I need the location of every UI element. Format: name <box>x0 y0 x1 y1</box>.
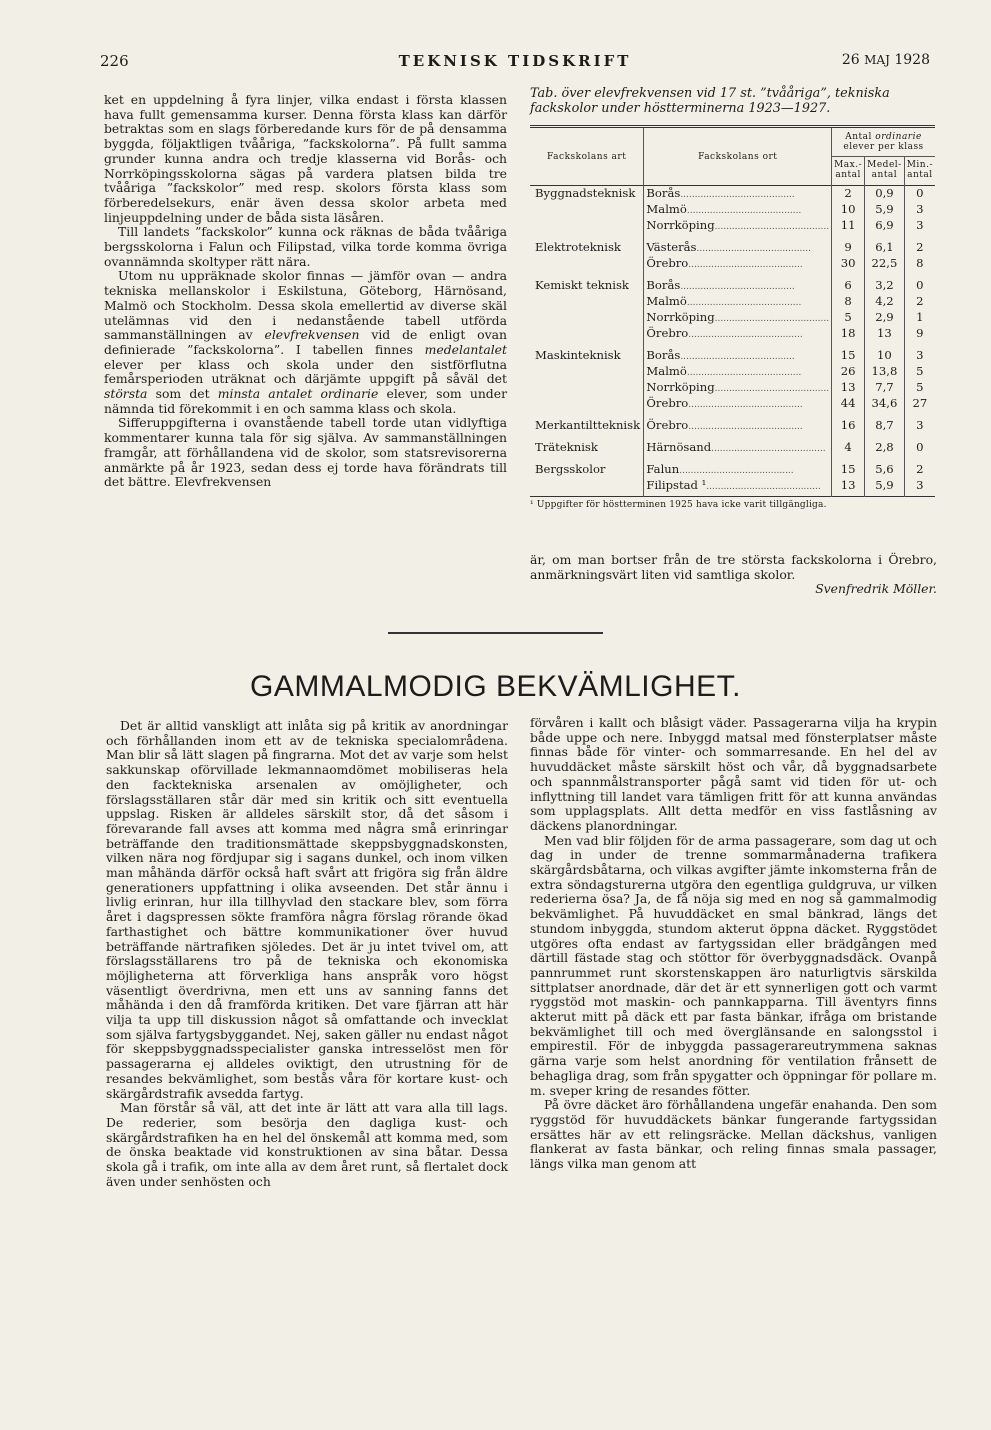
cell-max: 26 <box>832 364 865 380</box>
paragraph: Man förstår så väl, att det inte är lätt att vara alla till lags. De rederier, som besörja den dagliga kust- och skärgårdstrafiken ha en hel del önskemål att komma med, som de önska beaktade vid konstruktionen av sina båtar. Dessa skola gå i trafik, om inte alla av dem året runt, så flertalet dock även under senhösten och <box>106 1100 508 1189</box>
cell-min: 8 <box>904 256 935 272</box>
table-row <box>530 342 935 364</box>
cell-type: Maskinteknisk <box>535 348 621 362</box>
header-place: Fackskolans ort <box>644 127 832 186</box>
cell-mean: 5,6 <box>865 456 905 478</box>
cell-min: 3 <box>904 202 935 218</box>
cell-place: Malmö........................................ <box>644 294 832 310</box>
cell-mean: 6,9 <box>865 218 905 234</box>
top-left-column <box>104 93 507 490</box>
cell-mean: 5,9 <box>865 478 905 497</box>
cell-place: Västerås........................................ <box>644 234 832 256</box>
table-row <box>530 218 935 234</box>
cell-mean: 10 <box>865 342 905 364</box>
table-row <box>530 234 935 256</box>
cell-type: Elektroteknisk <box>535 240 621 254</box>
cell-mean: 4,2 <box>865 294 905 310</box>
cell-place: Borås........................................ <box>644 342 832 364</box>
cell-max: 44 <box>832 396 865 412</box>
header-type: Fackskolans art <box>547 151 627 162</box>
top-right-column <box>530 553 937 597</box>
cell-max: 6 <box>832 272 865 294</box>
cell-mean: 34,6 <box>865 396 905 412</box>
cell-mean: 8,7 <box>865 412 905 434</box>
cell-type <box>530 256 644 272</box>
cell-min: 27 <box>904 396 935 412</box>
cell-min: 2 <box>904 294 935 310</box>
cell-max: 8 <box>832 294 865 310</box>
table-row <box>530 186 935 203</box>
enrollment-table <box>530 125 935 497</box>
cell-mean: 13 <box>865 326 905 342</box>
cell-place: Norrköping........................................ <box>644 380 832 396</box>
cell-type: Merkantiltteknisk <box>535 418 641 432</box>
cell-mean: 5,9 <box>865 202 905 218</box>
table-row <box>530 326 935 342</box>
cell-place: Borås........................................ <box>644 272 832 294</box>
cell-min: 1 <box>904 310 935 326</box>
cell-type <box>530 294 644 310</box>
cell-max: 10 <box>832 202 865 218</box>
cell-max: 9 <box>832 234 865 256</box>
table-row <box>530 202 935 218</box>
cell-max: 18 <box>832 326 865 342</box>
cell-min: 0 <box>904 186 935 203</box>
table-row <box>530 256 935 272</box>
cell-place: Örebro........................................ <box>644 326 832 342</box>
journal-title: TEKNISK TIDSKRIFT <box>398 52 632 70</box>
table-caption: Tab. över elevfrekvensen vid 17 st. ”tvååriga”, tekniska fackskolor under höstterminerna 1923—1927. <box>530 86 890 116</box>
cell-mean: 7,7 <box>865 380 905 396</box>
cell-mean: 13,8 <box>865 364 905 380</box>
header-mean: Medel-antal <box>865 157 905 186</box>
table-footnote: ¹ Uppgifter för höstterminen 1925 hava icke varit tillgängliga. <box>530 500 827 510</box>
cell-min: 0 <box>904 434 935 456</box>
table-row <box>530 364 935 380</box>
paragraph: ket en uppdelning å fyra linjer, vilka endast i första klassen hava fullt gemensamma kurser. Denna första klass kan därför betraktas som en slags förberedande kurs för de på densamma byggda, följaktligen tvååriga, ”fackskolorna”. På fullt samma grunder kunna andra och tredje klasserna vid Borås- och Norrköpingsskolorna sägas på vardera platsen bilda tre tvååriga ”fackskolor” med resp. skolors första klass som förberedelsekurs, enär även dessa skolor arbeta med linjeuppdelning under de båda sista läsåren. <box>104 92 507 225</box>
table-row <box>530 310 935 326</box>
cell-place: Härnösand........................................ <box>644 434 832 456</box>
paragraph: Till landets ”fackskolor” kunna ock räknas de båda tvååriga bergsskolorna i Falun och Filipstad, vilka torde komma övriga ovannämnda skoltyper rätt nära. <box>104 224 507 269</box>
header-max: Max.-antal <box>832 157 865 186</box>
cell-min: 3 <box>904 412 935 434</box>
author-signature: Svenfredrik Möller. <box>815 581 937 597</box>
cell-type <box>530 218 644 234</box>
cell-max: 4 <box>832 434 865 456</box>
cell-type <box>530 364 644 380</box>
cell-type <box>530 310 644 326</box>
cell-mean: 0,9 <box>865 186 905 203</box>
cell-mean: 3,2 <box>865 272 905 294</box>
cell-place: Falun........................................ <box>644 456 832 478</box>
cell-max: 5 <box>832 310 865 326</box>
issue-month: MAJ <box>864 53 890 67</box>
article-title: GAMMALMODIG BEKVÄMLIGHET. <box>250 670 741 703</box>
page-number: 226 <box>100 52 129 70</box>
paragraph: Men vad blir följden för de arma passagerare, som dag ut och dag in under de trenne sommarmånaderna trafikera skärgårdsbåtarna, och vilkas avgifter jämte inkomsterna från de extra söndagsturerna utgöra den egentliga guldgruva, ur vilken rederierna ösa? Ja, de få nöja sig med en nog så gammalmodig bekvämlighet. På huvuddäcket en smal bänkrad, längs det stundom inbyggda, stundom akterut öppna däcket. Ryggstödet utgöres ofta endast av fartygssidan eller brädgången med därtill fästade stag och stöttor för överbyggnadsdäck. Ovanpå pannrummet runt skorstenskappen äro naturligtvis särskilda sittplatser anordnade, där det är ett synnerligen gott och varmt ryggstöd mot maskin- och pannkapparna. Till äventyrs finns akterut mitt på däck ett par fasta bänkar, ifråga om bristande bekvämlighet till och med överglänsande en salongsstol i empirestil. För de inbyggda passagerareutrymmena saknas gärna varje som helst anordning för ventilation frånsett de behagliga drag, som från spygatter och öppningar för pollare m. m. sveper kring de resandes fötter. <box>530 832 937 1098</box>
table-row <box>530 478 935 497</box>
paragraph: är, om man bortser från de tre största fackskolorna i Örebro, anmärkningsvärt liten vid samtliga skolor. <box>530 552 937 582</box>
table-section <box>530 86 935 510</box>
paragraph: Det är alltid vanskligt att inlåta sig på kritik av anordningar och förhållanden inom ett av de tekniska specialområdena. Man blir så lätt slagen på fingrarna. Mot det av varje som helst sakkunskap oförvillade lekmannaomdömet mobiliseras hela den facktekniska arsenalen av omöjligheter, och förslagsställaren står där med sin kritik och sitt eventuella uppslag. Risken är alldeles särskilt stor, då det såsom i förevarande fall avses att komma med några små erinringar beträffande den traditionsmättade skeppsbyggnadskonsten, vilken nära nog fördjupar sig i sagans dunkel, och inom vilken man måhända därför också haft svårt att frigöra sig från äldre generationers uppfattning i olika avseenden. Det står ännu i livlig erinran, hur illa tillhyvlad den stackare blev, som förra året i dagspressen sökte framföra några förslag rörande ökad farthastighet och bättre kommunikationer över huvud beträffande närtrafiken sjöledes. Det är ju intet tvivel om, att förslagsställarens tro på de tekniska och ekonomiska möjligheterna att förverkliga hans anspråk voro högst väsentligt överdrivna, men ett uns av sanning fanns det måhända i den då framförda kritiken. Det vare fjärran att här vilja ta upp till diskussion något så omfattande och invecklat som själva fartygsbyggandet. Nej, saken gäller nu endast något för skeppsbyggnadsspecialister ganska intresselöst men för passagerarna ej alldeles oviktigt, den utrustning för de resandes bekvämlighet, som bestås våra för kortare kust- och skärgårdstrafik avsedda fartyg. <box>106 718 508 1101</box>
cell-min: 0 <box>904 272 935 294</box>
issue-date <box>842 52 930 68</box>
paragraph: Sifferuppgifterna i ovanstående tabell torde utan vidlyftiga kommentarer kunna tala för sig själva. Av sammanställningen framgår, att förhållandena vid de skolor, som statsrevisorerna anmärkte på år 1923, sedan dess ej torde hava förändrats till det bättre. Elevfrekvensen <box>104 415 507 490</box>
table-row <box>530 380 935 396</box>
cell-type <box>530 326 644 342</box>
table-row <box>530 456 935 478</box>
cell-min: 5 <box>904 364 935 380</box>
article-right-column <box>530 716 937 1172</box>
cell-type: Bergsskolor <box>535 462 606 476</box>
cell-mean: 2,8 <box>865 434 905 456</box>
cell-min: 3 <box>904 218 935 234</box>
cell-type <box>530 202 644 218</box>
cell-max: 16 <box>832 412 865 434</box>
cell-type: Träteknisk <box>535 440 598 454</box>
cell-place: Norrköping........................................ <box>644 218 832 234</box>
cell-max: 13 <box>832 478 865 497</box>
cell-mean: 2,9 <box>865 310 905 326</box>
cell-max: 15 <box>832 456 865 478</box>
cell-max: 11 <box>832 218 865 234</box>
cell-min: 2 <box>904 456 935 478</box>
table-body <box>530 186 935 497</box>
cell-min: 9 <box>904 326 935 342</box>
cell-place: Malmö........................................ <box>644 364 832 380</box>
cell-place: Borås........................................ <box>644 186 832 203</box>
table-row <box>530 272 935 294</box>
cell-place: Örebro........................................ <box>644 256 832 272</box>
cell-type: Kemiskt teknisk <box>535 278 629 292</box>
cell-type <box>530 396 644 412</box>
table-row <box>530 294 935 310</box>
cell-mean: 22,5 <box>865 256 905 272</box>
issue-day: 26 <box>841 52 860 68</box>
cell-min: 3 <box>904 478 935 497</box>
table-row <box>530 396 935 412</box>
page-header <box>100 52 930 74</box>
cell-max: 30 <box>832 256 865 272</box>
cell-type <box>530 478 644 497</box>
issue-year: 1928 <box>894 52 930 68</box>
paragraph: På övre däcket äro förhållandena ungefär enahanda. Den som ryggstöd för huvuddäckets bänkar fungerande fartygssidan ersättes här av ett relingsräcke. Mellan däckshus, vanligen flankerat av fasta bänkar, och reling finnas smala passager, längs vilka man genom att <box>530 1097 937 1172</box>
cell-place: Norrköping........................................ <box>644 310 832 326</box>
cell-min: 2 <box>904 234 935 256</box>
table-row <box>530 434 935 456</box>
cell-max: 15 <box>832 342 865 364</box>
cell-max: 2 <box>832 186 865 203</box>
cell-min: 5 <box>904 380 935 396</box>
cell-max: 13 <box>832 380 865 396</box>
section-divider <box>388 632 603 634</box>
cell-type <box>530 380 644 396</box>
cell-mean: 6,1 <box>865 234 905 256</box>
cell-place: Malmö........................................ <box>644 202 832 218</box>
cell-place: Filipstad ¹........................................ <box>644 478 832 497</box>
paragraph: förvåren i kallt och blåsigt väder. Passagerarna vilja ha krypin både uppe och nere. Inbyggd matsal med fönsterplatser måste finnas både för vinter- och sommarresande. En hel del av huvuddäcket måste särskilt höst och vår, då byggnadsarbete och spannmålstransporter pågå samt vid tiden för ut- och inflyttning till landet vara tämligen fritt för att kunna användas som upplagsplats. Allt detta medför en viss fastlåsning av däckens planordningar. <box>530 715 937 833</box>
header-group: Antal ordinarie elever per klass <box>832 127 935 157</box>
cell-place: Örebro........................................ <box>644 412 832 434</box>
cell-min: 3 <box>904 342 935 364</box>
cell-place: Örebro........................................ <box>644 396 832 412</box>
paragraph: Utom nu uppräknade skolor finnas — jämför ovan — andra tekniska mellanskolor i Eskilstuna, Göteborg, Härnösand, Malmö och Stockholm. Dessa skola emellertid av diverse skäl utelämnas vid den i nedanstående tabell utförda sammanställningen av elevfrekvensen vid de enligt ovan definierade ”fackskolorna”. I tabellen finnes medelantalet elever per klass och skola under den sistförflutna femårsperioden uträknat och därjämte uppgift på såväl det största som det minsta antalet ordinarie elever, som under nämnda tid förekommit i en och samma klass och skola. <box>104 268 507 416</box>
cell-type: Byggnadsteknisk <box>535 186 636 200</box>
article-left-column <box>106 719 508 1190</box>
table-row <box>530 412 935 434</box>
header-min: Min.-antal <box>904 157 935 186</box>
